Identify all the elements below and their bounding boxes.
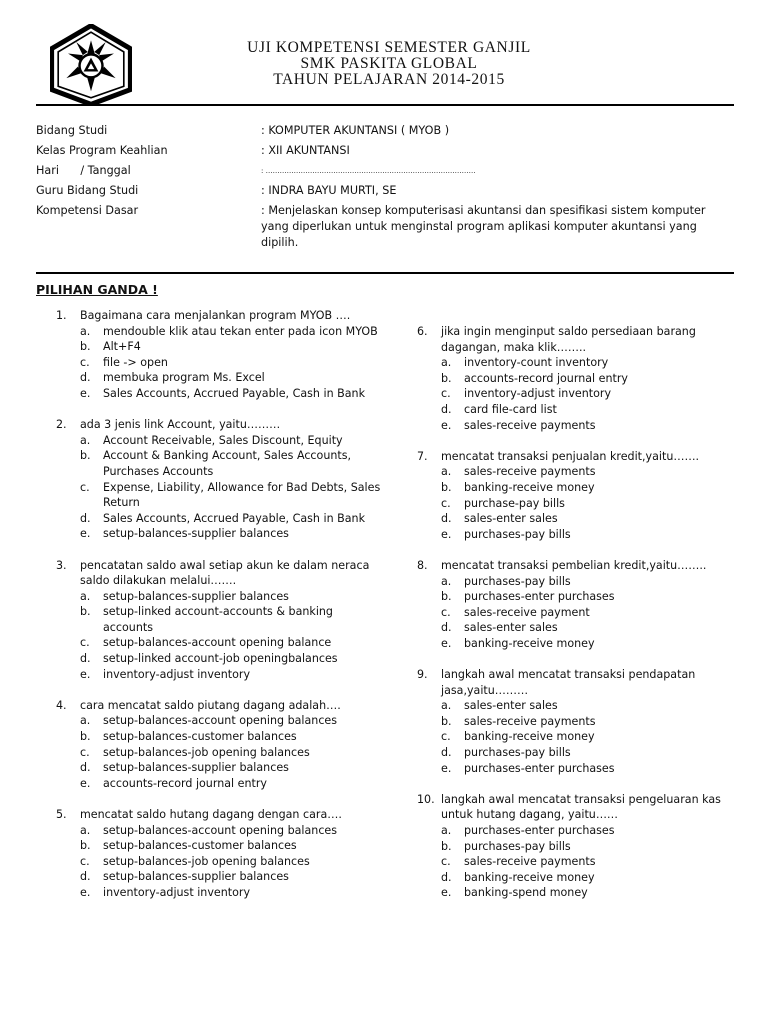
- option-letter: d.: [80, 761, 91, 775]
- answer-option: [80, 511, 386, 527]
- question-text: ada 3 jenis link Account, yaitu………: [80, 418, 281, 432]
- option-text: membuka program Ms. Excel: [103, 371, 265, 385]
- option-text: setup-balances-account opening balances: [103, 823, 338, 837]
- option-letter: c.: [80, 355, 90, 369]
- option-letter: b.: [441, 590, 452, 604]
- answer-option: [80, 854, 386, 870]
- option-text: inventory-adjust inventory: [103, 885, 251, 899]
- question-item: [56, 417, 386, 542]
- question-item: [417, 449, 737, 543]
- answer-option: [441, 574, 737, 590]
- answer-option: [80, 448, 386, 479]
- answer-option: [441, 527, 737, 543]
- info-value: : ………………………………………………………………………………: [261, 167, 476, 175]
- option-letter: a.: [441, 356, 452, 370]
- answer-option: [441, 636, 737, 652]
- option-text: inventory-adjust inventory: [103, 667, 251, 681]
- option-text: purchases-enter purchases: [464, 761, 615, 775]
- option-letter: b.: [80, 605, 91, 619]
- option-letter: d.: [441, 402, 452, 416]
- info-value: : XII AKUNTANSI: [261, 144, 350, 157]
- option-text: banking-receive money: [464, 480, 595, 494]
- option-text: accounts-record journal entry: [464, 371, 628, 385]
- info-label: Bidang Studi: [36, 124, 108, 137]
- option-letter: b.: [80, 449, 91, 463]
- option-letter: d.: [80, 870, 91, 884]
- question-number: 6.: [417, 325, 428, 338]
- option-text: purchases-pay bills: [464, 527, 571, 541]
- info-value: : INDRA BAYU MURTI, SE: [261, 184, 397, 197]
- option-text: setup-linked account-accounts & banking accounts: [103, 605, 333, 634]
- option-letter: d.: [441, 746, 452, 760]
- questions-column-right: [417, 324, 737, 917]
- option-letter: e.: [80, 386, 91, 400]
- option-text: setup-balances-customer balances: [103, 730, 297, 744]
- top-divider: [36, 104, 734, 106]
- option-letter: e.: [441, 418, 452, 432]
- option-letter: e.: [80, 527, 91, 541]
- answer-option: [80, 635, 386, 651]
- answer-option: [441, 480, 737, 496]
- option-text: setup-balances-supplier balances: [103, 527, 289, 541]
- option-letter: d.: [441, 621, 452, 635]
- option-text: accounts-record journal entry: [103, 776, 267, 790]
- answer-option: [80, 324, 386, 340]
- answer-option: [80, 526, 386, 542]
- question-text: mencatat transaksi pembelian kredit,yaitu……..: [441, 558, 707, 572]
- answer-option: [80, 838, 386, 854]
- answer-option: [441, 761, 737, 777]
- question-item: [56, 698, 386, 792]
- option-text: purchases-enter purchases: [464, 824, 615, 837]
- option-text: setup-linked account-job openingbalances: [103, 652, 338, 666]
- answer-option: [441, 371, 737, 387]
- question-item: [417, 558, 737, 652]
- option-text: Alt+F4: [103, 340, 141, 354]
- answer-option: [80, 869, 386, 885]
- option-text: setup-balances-job opening balances: [103, 854, 310, 868]
- info-label: Hari / Tanggal: [36, 164, 131, 177]
- question-number: 8.: [417, 558, 428, 572]
- answer-option: [80, 776, 386, 792]
- option-letter: b.: [441, 714, 452, 728]
- option-text: Account & Banking Account, Sales Accounts, Purchases Accounts: [103, 449, 352, 478]
- answer-option: [441, 605, 737, 621]
- option-text: setup-balances-supplier balances: [103, 589, 289, 603]
- answer-option: [441, 714, 737, 730]
- option-text: sales-receive payments: [464, 465, 596, 479]
- question-number: 5.: [56, 808, 67, 821]
- exam-header: [150, 40, 628, 88]
- answer-option: [80, 885, 386, 901]
- answer-option: [441, 729, 737, 745]
- option-letter: c.: [441, 387, 451, 401]
- option-text: sales-enter sales: [464, 512, 558, 526]
- answer-option: [441, 402, 737, 418]
- answer-option: [441, 496, 737, 512]
- option-text: purchases-enter purchases: [464, 590, 615, 604]
- option-text: setup-balances-customer balances: [103, 839, 297, 853]
- option-text: inventory-count inventory: [464, 356, 609, 370]
- option-letter: c.: [80, 854, 90, 868]
- option-letter: e.: [441, 527, 452, 541]
- header-line-3: TAHUN PELAJARAN 2014-2015: [273, 71, 505, 88]
- question-number: 9.: [417, 668, 428, 682]
- answer-option: [80, 355, 386, 371]
- info-value: : KOMPUTER AKUNTANSI ( MYOB ): [261, 124, 450, 137]
- section-divider: [36, 272, 734, 274]
- option-text: purchase-pay bills: [464, 496, 565, 510]
- option-letter: a.: [441, 574, 452, 588]
- answer-option: [441, 464, 737, 480]
- answer-option: [80, 370, 386, 386]
- option-letter: d.: [80, 652, 91, 666]
- answer-option: [441, 386, 737, 402]
- option-text: card file-card list: [464, 402, 557, 416]
- answer-option: [80, 729, 386, 745]
- option-text: banking-spend money: [464, 886, 588, 900]
- answer-option: [80, 604, 386, 635]
- answer-option: [441, 698, 737, 714]
- option-letter: c.: [80, 636, 90, 650]
- option-letter: b.: [80, 340, 91, 354]
- answer-option: [80, 823, 386, 839]
- option-text: Sales Accounts, Accrued Payable, Cash in Bank: [103, 511, 365, 525]
- option-letter: a.: [441, 824, 452, 837]
- option-text: setup-balances-job opening balances: [103, 745, 310, 759]
- info-row-class: [36, 143, 736, 159]
- answer-option: [80, 433, 386, 449]
- option-letter: b.: [80, 839, 91, 853]
- answer-option: [441, 620, 737, 636]
- question-number: 1.: [56, 309, 67, 322]
- option-text: file -> open: [103, 355, 168, 369]
- question-text: langkah awal mencatat transaksi pendapatan jasa,yaitu………: [441, 668, 696, 697]
- option-text: sales-receive payment: [464, 605, 590, 619]
- option-text: purchases-pay bills: [464, 746, 571, 760]
- answer-option: [80, 589, 386, 605]
- option-text: Expense, Liability, Allowance for Bad Debts, Sales Return: [103, 480, 381, 510]
- question-text: cara mencatat saldo piutang dagang adalah….: [80, 698, 341, 712]
- option-letter: e.: [441, 886, 452, 900]
- question-number: 2.: [56, 418, 67, 432]
- question-text: mencatat saldo hutang dagang dengan cara….: [80, 808, 342, 821]
- option-text: sales-receive payments: [464, 714, 596, 728]
- exam-info-block: [36, 123, 736, 255]
- option-letter: c.: [441, 855, 451, 869]
- option-letter: d.: [441, 512, 452, 526]
- question-number: 4.: [56, 698, 67, 712]
- answer-option: [80, 651, 386, 667]
- info-row-subject: [36, 123, 736, 139]
- question-text: pencatatan saldo awal setiap akun ke dalam neraca saldo dilakukan melalui…….: [80, 558, 370, 588]
- option-text: banking-receive money: [464, 870, 595, 884]
- option-letter: c.: [441, 730, 451, 744]
- answer-option: [80, 386, 386, 402]
- option-letter: a.: [80, 433, 91, 447]
- option-text: banking-receive money: [464, 730, 595, 744]
- info-label: Kelas Program Keahlian: [36, 144, 168, 157]
- question-item: [56, 807, 386, 901]
- questions-column-left: [56, 308, 386, 916]
- answer-option: [441, 870, 737, 886]
- header-line-1: UJI KOMPETENSI SEMESTER GANJIL: [247, 39, 531, 56]
- option-letter: e.: [80, 885, 91, 899]
- option-text: inventory-adjust inventory: [464, 387, 612, 401]
- option-letter: d.: [80, 511, 91, 525]
- option-letter: d.: [80, 371, 91, 385]
- option-letter: c.: [80, 480, 90, 494]
- option-text: banking-receive money: [464, 636, 595, 650]
- option-letter: e.: [80, 667, 91, 681]
- header-line-2: SMK PASKITA GLOBAL: [300, 55, 478, 72]
- info-row-competency: [36, 203, 736, 251]
- info-label: Guru Bidang Studi: [36, 184, 139, 197]
- answer-option: [441, 589, 737, 605]
- option-text: setup-balances-account opening balances: [103, 714, 338, 728]
- answer-option: [441, 745, 737, 761]
- answer-option: [80, 760, 386, 776]
- option-letter: c.: [80, 745, 90, 759]
- option-letter: e.: [441, 761, 452, 775]
- question-text: Bagaimana cara menjalankan program MYOB ….: [80, 309, 351, 322]
- question-number: 10.: [417, 792, 435, 806]
- option-letter: a.: [80, 823, 91, 837]
- option-letter: a.: [441, 465, 452, 479]
- option-letter: b.: [80, 730, 91, 744]
- option-letter: b.: [441, 371, 452, 385]
- option-letter: a.: [80, 714, 91, 728]
- option-letter: a.: [80, 589, 91, 603]
- option-text: purchases-pay bills: [464, 574, 571, 588]
- option-text: purchases-pay bills: [464, 839, 571, 853]
- answer-option: [441, 854, 737, 870]
- option-letter: d.: [441, 870, 452, 884]
- school-logo-icon: [50, 24, 132, 106]
- option-text: setup-balances-supplier balances: [103, 761, 289, 775]
- option-letter: b.: [441, 480, 452, 494]
- question-text: mencatat transaksi penjualan kredit,yaitu…….: [441, 449, 700, 463]
- option-text: setup-balances-supplier balances: [103, 870, 289, 884]
- option-letter: a.: [80, 324, 91, 338]
- answer-option: [441, 418, 737, 434]
- answer-option: [80, 745, 386, 761]
- question-item: [417, 667, 737, 776]
- option-text: setup-balances-account opening balance: [103, 636, 332, 650]
- option-letter: e.: [441, 636, 452, 650]
- section-title: PILIHAN GANDA !: [36, 282, 158, 297]
- answer-option: [441, 839, 737, 855]
- info-label: Kompetensi Dasar: [36, 204, 139, 217]
- option-text: sales-receive payments: [464, 855, 596, 869]
- option-text: sales-enter sales: [464, 621, 558, 635]
- answer-option: [441, 355, 737, 371]
- answer-option: [80, 713, 386, 729]
- info-row-date: [36, 163, 736, 179]
- info-value: : Menjelaskan konsep komputerisasi akuntansi dan spesifikasi sistem komputer yang diperlukan untuk menginstal program aplikasi komputer akuntansi yang dipilih.: [261, 204, 706, 249]
- answer-option: [441, 823, 737, 839]
- option-letter: a.: [441, 699, 452, 713]
- question-number: 3.: [56, 558, 67, 572]
- question-number: 7.: [417, 449, 428, 463]
- question-text: langkah awal mencatat transaksi pengeluaran kas untuk hutang dagang, yaitu……: [441, 792, 721, 822]
- question-item: [56, 308, 386, 402]
- answer-option: [80, 339, 386, 355]
- answer-option: [80, 480, 386, 511]
- option-letter: e.: [80, 776, 91, 790]
- question-item: [417, 792, 737, 901]
- option-text: Account Receivable, Sales Discount, Equity: [103, 433, 343, 447]
- option-text: sales-enter sales: [464, 699, 558, 713]
- answer-option: [441, 885, 737, 901]
- option-letter: c.: [441, 605, 451, 619]
- option-text: Sales Accounts, Accrued Payable, Cash in Bank: [103, 386, 365, 400]
- option-letter: c.: [441, 496, 451, 510]
- info-row-teacher: [36, 183, 736, 199]
- question-text: jika ingin menginput saldo persediaan barang dagangan, maka klik……..: [441, 325, 696, 354]
- answer-option: [80, 667, 386, 683]
- option-text: mendouble klik atau tekan enter pada icon MYOB: [103, 324, 378, 338]
- question-item: [417, 324, 737, 433]
- option-letter: b.: [441, 839, 452, 853]
- question-item: [56, 558, 386, 683]
- option-text: sales-receive payments: [464, 418, 596, 432]
- answer-option: [441, 511, 737, 527]
